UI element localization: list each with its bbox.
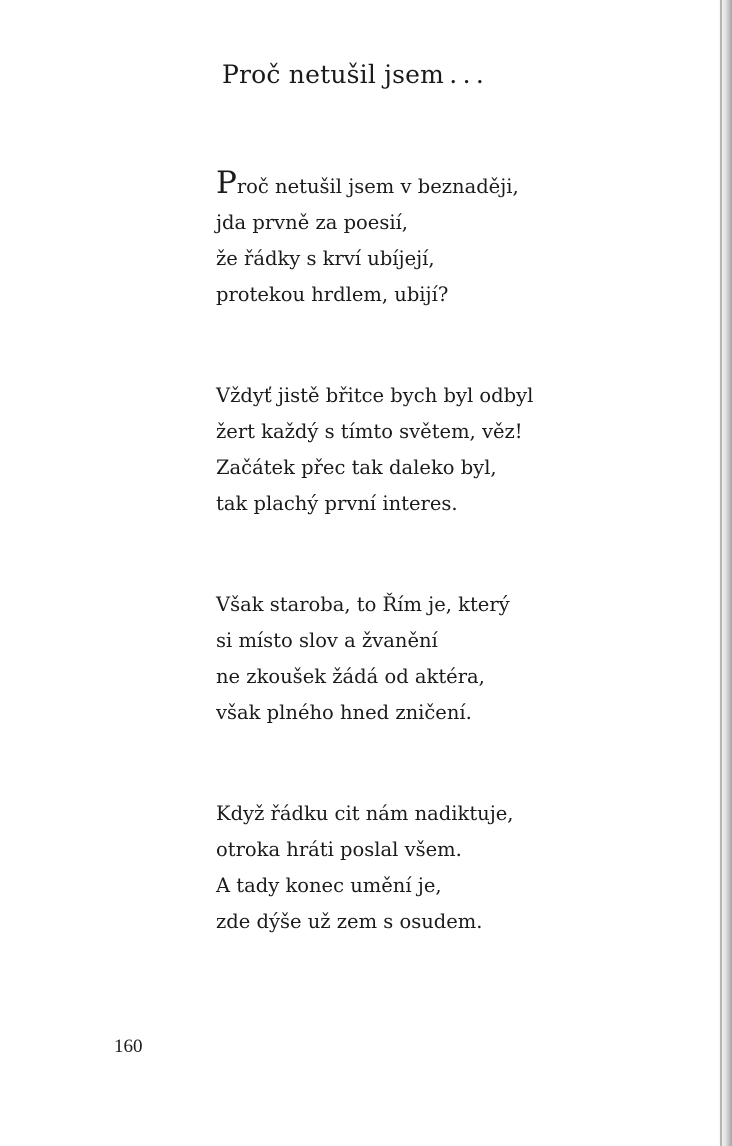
stanza-4-line-3: A tady konec umění je, bbox=[216, 874, 442, 897]
stanza-1-line-4: protekou hrdlem, ubijí? bbox=[216, 283, 449, 306]
stanza-3-line-3: ne zkoušek žádá od aktéra, bbox=[216, 665, 485, 688]
drop-initial: P bbox=[216, 165, 237, 201]
stanza-1 bbox=[216, 165, 686, 313]
poem-body bbox=[216, 165, 686, 1005]
stanza-4-line-1: Když řádku cit nám nadiktuje, bbox=[216, 802, 514, 825]
stanza-3-line-1: Však staroba, to Řím je, který bbox=[216, 593, 510, 616]
stanza-2-line-2: žert každý s tímto světem, věz! bbox=[216, 420, 523, 443]
stanza-3-line-2: si místo slov a žvanění bbox=[216, 629, 438, 652]
stanza-4-line-4: zde dýše už zem s osudem. bbox=[216, 910, 483, 933]
stanza-1-line-2: jda prvně za poesií, bbox=[216, 211, 409, 234]
poem-title: Proč netušil jsem . . . bbox=[222, 60, 485, 89]
stanza-1-line-1 bbox=[216, 165, 686, 205]
stanza-2-line-1: Vždyť jistě břitce bych byl odbyl bbox=[216, 384, 534, 407]
stanza-4-line-2: otroka hráti poslal všem. bbox=[216, 838, 462, 861]
stanza-2-line-3: Začátek přec tak daleko byl, bbox=[216, 456, 497, 479]
stanza-2-line-4: tak plachý první interes. bbox=[216, 492, 458, 515]
stanza-3-line-4: však plného hned zničení. bbox=[216, 701, 472, 724]
page-number: 160 bbox=[114, 1036, 143, 1057]
stanza-4 bbox=[216, 796, 686, 940]
stanza-3 bbox=[216, 587, 686, 731]
page-edge-line bbox=[720, 0, 722, 1146]
stanza-1-line-1-text: roč netušil jsem v beznaději, bbox=[236, 175, 519, 198]
stanza-1-line-3: že řádky s krví ubíjejí, bbox=[216, 247, 435, 270]
stanza-2 bbox=[216, 378, 686, 522]
